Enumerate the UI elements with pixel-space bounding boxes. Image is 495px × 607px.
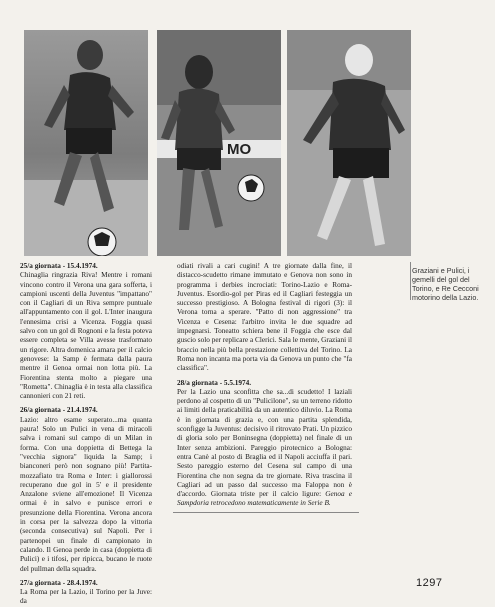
page-number: 1297	[416, 577, 443, 589]
round-report	[177, 388, 352, 509]
photo-pulici	[157, 30, 281, 256]
photo-re-cecconi-image	[287, 30, 411, 256]
photo-graziani	[24, 30, 148, 256]
round-report	[177, 262, 352, 374]
photo-re-cecconi	[287, 30, 411, 256]
column-left	[20, 262, 152, 607]
report-text: La Roma per la Lazio, il Torino per la Juve: da	[20, 588, 152, 606]
round-report	[20, 416, 152, 574]
report-text: Lazio: altro esame superato...ma quanta paura! Solo un Pulici in vena di miracoli salva i romani sul campo di un Milan in forma. Con una doppietta di Bettega la "vecchia signora" liquida la Samp; i bianconeri però non sognano più! Partita-mozzafiato tra Roma e Inter: i giallorossi recuperano due gol in 5' e il presidente Anzalone sviene all'emozione! Il Vicenza ormai è in salvo e punisce errori e presunzione della Fiorentina. Verona ancora in corsa per la salvezza dopo la vittoria (seconda consecutiva) sul Napoli. Per i partenopei un finale di campionato in calando. Il Genoa perde in casa (doppietta di Pulici) e i tifosi, per ripicca, bucano le ruote del pullman della squadra.	[20, 415, 152, 573]
report-text: odiati rivali a cari cugini! A tre giornate dalla fine, il distacco-scudetto rimane immutato e Genova non sono in programma i derbies incrociati: Torino-Lazio e Roma-Juventus. Esordio-gol per Piras ed il Cagliari festeggia un successo prestigioso. A Bologna festival di rigori (3): il Verona torna a sperare. "Patto di non aggressione" tra Vicenza e Cesena: l'arbitro invita le due squadre ad impegnarsi. Toneatto schiera bene il Foggia che esce dal guscio solo per replicare a Clerici. Sala le mente, Graziani il braccio nella più bella prestazione collettiva del Torino. La Roma non incanta ma porta via da Genova un punto che "fa classifica".	[177, 262, 352, 373]
report-text: Per la Lazio una sconfitta che sa...di scudetto! I laziali perdono al cospetto di un "Pulicilone", su un terreno ridotto ai limiti della praticabilità da un autentico diluvio. La Roma è in giornata di grazia e, con una partita splendida, sconfigge la Juventus: decisivo il ritrovato Prati. Un pizzico di gloria solo per Boninsegna (doppietta) nel finale di un Inter senza ambizioni. Pareggio pirotecnico a Bologna: entra Canè al posto di Braglia ed il Napoli acciuffa il pari. Sesto pareggio esterno del Cesena sul campo di una Fiorentina che non segna da tre giornate. Riva trascina il Cagliari ad un passo dal successo ma Faloppa non è d'accordo. Giornata triste per il calcio ligure:	[177, 387, 352, 499]
round-report	[20, 271, 152, 401]
photo-pulici-image	[157, 30, 281, 256]
report-text: Chinaglia ringrazia Riva! Mentre i romani vincono contro il Verona una gara sofferta, i campioni uscenti della Juventus "impattano" con il Cagliari di un Riva sempre puntuale all'appuntamento con il gol. L'Inter inaugura l'ennesima crisi a Vicenza. Foggia quasi salvo con un gol di Rognoni e la festa poteva essere completa se Villa avesse trasformato un rigore. Altra domenica amara per il calcio genovese: la Samp è fermata dalla paura mentre il Genoa ormai non lotta più. La Fiorentina stenta molto a piegare una "Rometta". Chinaglia è in testa alla classifica cannonieri con 21 reti.	[20, 271, 152, 401]
round-heading: 26/a giornata - 21.4.1974.	[20, 406, 98, 415]
banner-text: MO	[227, 141, 252, 158]
caption-rule	[410, 262, 411, 300]
photo-graziani-image	[24, 30, 148, 256]
column-middle	[177, 262, 352, 509]
round-heading: 25/a giornata - 15.4.1974.	[20, 262, 98, 270]
round-heading: 28/a giornata - 5.5.1974.	[177, 378, 252, 387]
round-report	[20, 588, 152, 607]
column-rule	[173, 512, 359, 513]
round-heading: 27/a giornata - 28.4.1974.	[20, 578, 98, 587]
report-italic-text: Genoa e Sampdoria retrocedono matematicamente in Serie B.	[177, 490, 352, 508]
photo-caption: Graziani e Pulici, i gemelli del gol del Torino, e Re Cecconi motorino della Lazio.	[412, 266, 479, 302]
